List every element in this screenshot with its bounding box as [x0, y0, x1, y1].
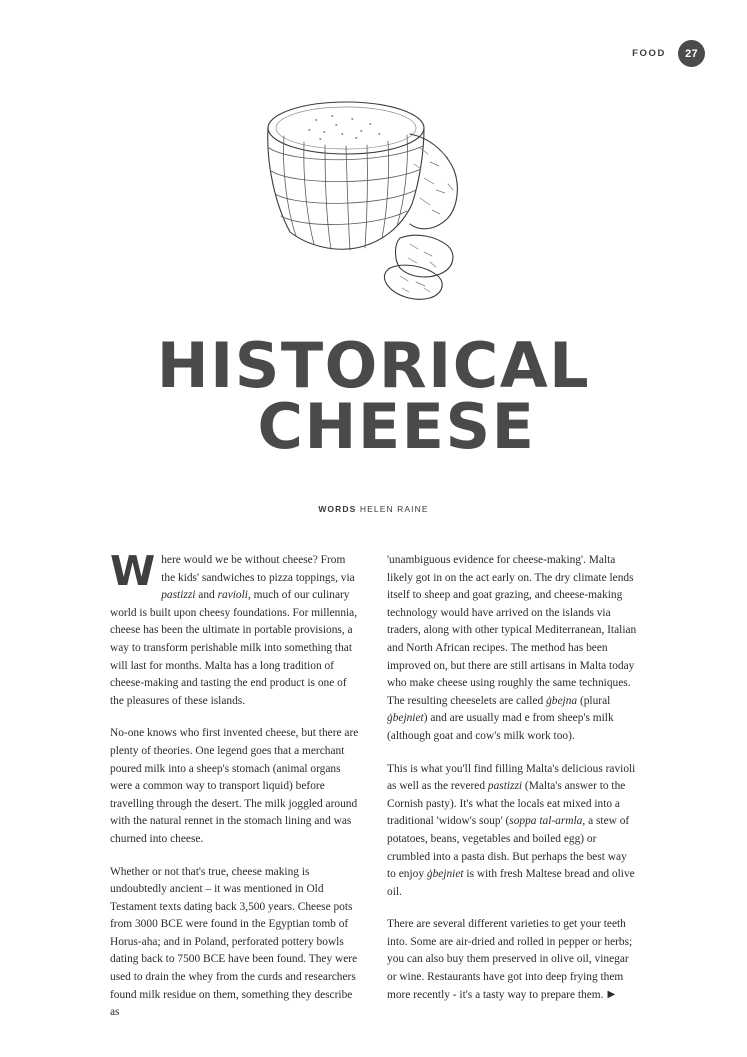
paragraph-right-1-italic-1: ġbejna: [546, 694, 578, 707]
byline-author: HELEN RAINE: [359, 504, 429, 514]
page-number-badge: 27: [678, 40, 705, 67]
section-label: FOOD: [632, 48, 666, 59]
paragraph-right-1-text-b: (plural: [577, 694, 611, 707]
paragraph-left-3: Whether or not that's true, cheese making is undoubtedly ancient – it was mentioned in Old Testament texts dating back 3,500 years. Cheese pots from 3000 BCE were found in the Egyptian tomb of Horus-aha; and in Poland, perforated pottery bowls dating back to 7500 BCE have been found. They were used to drain the whey from the curds and researchers found milk residue on them, something they describe as: [110, 865, 358, 1019]
paragraph-left-2: No-one knows who first invented cheese, but there are plenty of theories. One legend goes that a merchant poured milk into a sheep's stomach (animal organs were a common way to transport liquid) before travelling through the desert. The milk joggled around with the natural rennet in the stomach lining and was churned into cheese.: [110, 727, 359, 845]
paragraph-left-1-italic-2: ravioli: [217, 589, 248, 602]
page-header: [632, 40, 705, 67]
paragraph-right-2-italic-2: soppa tal-armla: [509, 815, 583, 828]
paragraph-right-3: [387, 916, 637, 1004]
paragraph-right-2-italic-1: pastizzi: [487, 780, 523, 793]
article-title: [0, 329, 747, 463]
title-line-1: HISTORICAL: [156, 329, 591, 402]
paragraph-right-2-text-a: This is what you'll find filling Malta's delicious ravioli as well as the revered: [387, 762, 636, 793]
paragraph-left-1-text-c: , much of our culinary world is built upon cheesy foundations. For millennia, cheese has been the ultimate in portable provisions, a way to transform perishable milk into something that will last for months. Malta has a long tradition of cheese-making and tasting the end product is one of the pleasures of these islands.: [110, 589, 358, 707]
drop-cap: W: [110, 547, 156, 595]
title-line-2: CHEESE: [257, 389, 536, 463]
paragraph-right-1-text-a: 'unambiguous evidence for cheese-making'. Malta likely got in on the act early on. The dry climate lends itself to sheep and goat grazing, and cheese-making technology would have arrived on the islands via traders, along with other typical Mediterranean, Italian and North African recipes. The method has been improved on, but there are still artisans in Malta today who make cheese using roughly the same techniques. The resulting cheeselets are called: [387, 554, 637, 707]
byline: [0, 504, 747, 514]
byline-label: WORDS: [318, 504, 357, 514]
paragraph-left-1-italic-1: pastizzi: [161, 589, 196, 602]
end-of-article-marker: ▶: [607, 988, 616, 1000]
paragraph-left-1: [110, 547, 360, 710]
left-column: [110, 547, 360, 1022]
paragraph-left-1-text-b: and: [195, 589, 218, 602]
paragraph-right-3-text: There are several different varieties to get your teeth into. Some are air-dried and rolled in pepper or herbs; you can also buy them preserved in olive oil, vinegar or wine. Restaurants have got into deep frying them more recently - it's a tasty way to prepare them.: [387, 918, 633, 1001]
cheese-illustration: [0, 86, 747, 316]
article-body: [110, 547, 637, 1022]
right-column: [387, 552, 637, 1022]
paragraph-right-1-text-c: ) and are usually mad e from sheep's milk (although goat and cow's milk work too).: [387, 712, 614, 742]
paragraph-left-1-text-a: here would we be without cheese? From the kids' sandwiches to pizza toppings, via: [161, 554, 355, 584]
paragraph-right-2-text-d: is with fresh Maltese bread and olive oil.: [387, 868, 635, 898]
paragraph-right-1: [387, 552, 637, 746]
paragraph-right-1-italic-2: ġbejniet: [387, 712, 424, 725]
paragraph-right-2: [387, 761, 637, 902]
paragraph-right-2-italic-3: ġbejniet: [426, 868, 464, 881]
paragraph-right-2-text-c: , a stew of potatoes, beans, vegetables and boiled egg) or crumbled into a pasta dish. But perhaps the best way to enjoy: [387, 815, 630, 881]
paragraph-right-2-text-b: (Malta's answer to the Cornish pasty). It's what the locals eat mixed into a traditional 'widow's soup' (: [387, 780, 626, 828]
